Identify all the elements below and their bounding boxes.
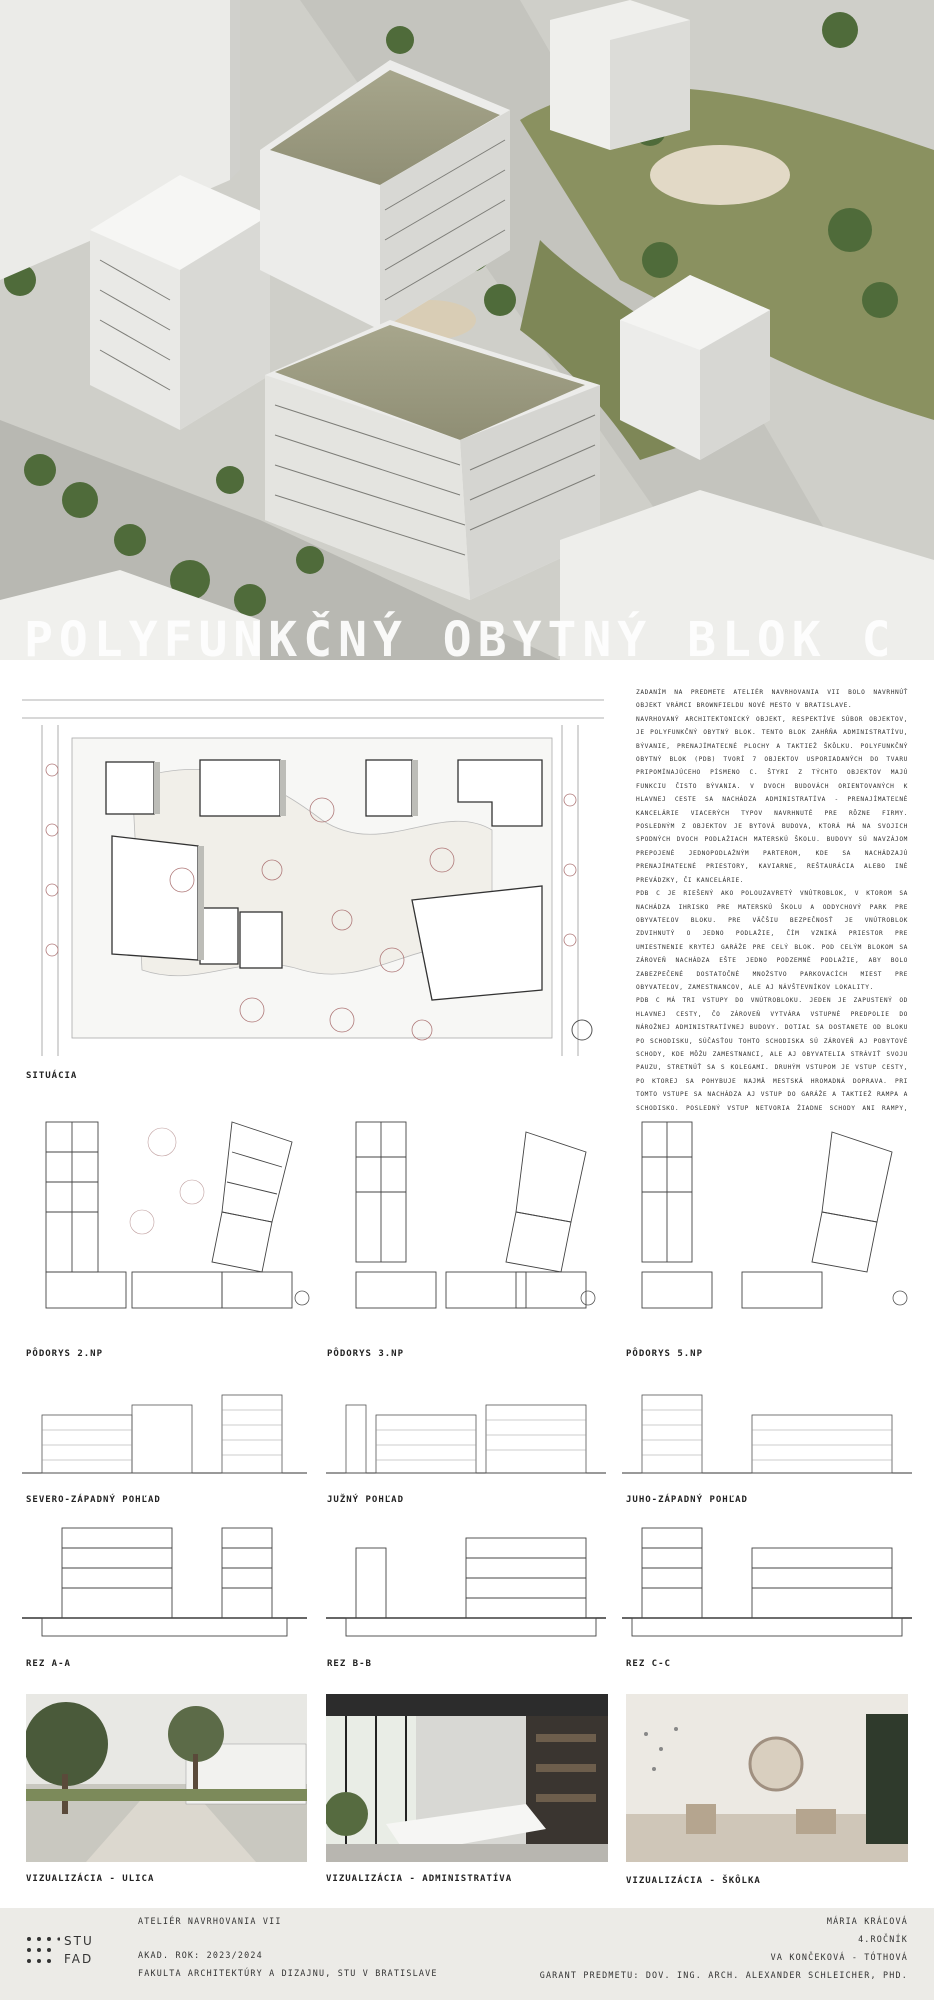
site-plan xyxy=(22,690,604,1056)
floor-plan-3np-drawing xyxy=(326,1112,606,1312)
visualization-administration-image xyxy=(326,1694,608,1862)
stu-logo-icon xyxy=(26,1936,60,1966)
section-c-c-drawing xyxy=(622,1508,912,1643)
elevation-south xyxy=(326,1385,606,1480)
footer-year: AKAD. ROK: 2023/2024 xyxy=(138,1950,263,1960)
label-podorys-2np: PÔDORYS 2.NP xyxy=(26,1349,104,1359)
label-pohlad-j: JUŽNÝ POHĽAD xyxy=(327,1495,405,1505)
page-title: POLYFUNKČNÝ OBYTNÝ BLOK C xyxy=(24,612,897,660)
label-viz-skolka: VIZUALIZÁCIA - ŠKÔLKA xyxy=(626,1876,761,1886)
footer-advisors: VA KONČEKOVÁ - TÓTHOVÁ xyxy=(770,1952,908,1962)
elevation-northwest xyxy=(22,1385,307,1480)
label-pohlad-sz: SEVERO-ZÁPADNÝ POHĽAD xyxy=(26,1495,161,1505)
visualization-administration xyxy=(326,1694,608,1862)
section-a-a xyxy=(22,1508,307,1643)
floor-plan-5np xyxy=(622,1112,912,1312)
floor-plan-5np-drawing xyxy=(622,1112,912,1312)
label-rez-cc: REZ C-C xyxy=(626,1659,671,1669)
label-rez-bb: REZ B-B xyxy=(327,1659,372,1669)
elevation-south-drawing xyxy=(326,1385,606,1480)
description-paragraph: PDB C JE RIEŠENÝ AKO POLOUZAVRETÝ VNÚTROBLOK, V KTOROM SA NACHÁDZA IHRISKO PRE MATERSKÚ ŠKOLU A ODDYCHOVÝ PARK PRE OBYVATEĽOV BLOKU. PRE VÄČŠIU BEZPEČNOSŤ JE VNÚTROBLOK ZDVIHNUTÝ O JEDNO PODLAŽIE, ČÍM VZNIKÁ PRIESTOR PRE UMIESTNENIE KRYTEJ GARÁŽE PRE CELÝ BLOK. POD CELÝM BLOKOM SA ZÁROVEŇ NACHÁDZA EŠTE JEDNO PODZEMNÉ PODLAŽIE, ABY BOLO ZABEZPEČENÉ DOSTATOČNÉ MNOŽSTVO PARKOVACÍCH MIEST PRE OBYVATEĽOV, ZAMESTNANCOV, ALE AJ NÁVŠTEVNÍKOV LOKALITY. xyxy=(636,890,908,991)
label-viz-admin: VIZUALIZÁCIA - ADMINISTRATÍVA xyxy=(326,1874,513,1884)
section-b-b xyxy=(326,1508,606,1643)
visualization-kindergarten-image xyxy=(626,1694,908,1862)
site-plan-drawing xyxy=(22,690,604,1056)
floor-plan-2np-drawing xyxy=(22,1112,312,1312)
visualization-street-image xyxy=(26,1694,307,1862)
aerial-render-image xyxy=(0,0,934,660)
footer-faculty: FAKULTA ARCHITEKTÚRY A DIZAJNU, STU V BRATISLAVE xyxy=(138,1968,438,1978)
label-rez-aa: REZ A-A xyxy=(26,1659,71,1669)
floor-plan-3np xyxy=(326,1112,606,1312)
project-description xyxy=(636,686,908,1155)
footer-author: MÁRIA KRÁĽOVÁ xyxy=(826,1916,908,1926)
elevation-northwest-drawing xyxy=(22,1385,307,1480)
visualization-street xyxy=(26,1694,307,1862)
hero-render xyxy=(0,0,934,660)
footer-guarantor: GARANT PREDMETU: DOV. ING. ARCH. ALEXANDER SCHLEICHER, PHD. xyxy=(539,1970,908,1980)
logo-text-stu: STU xyxy=(64,1934,94,1948)
footer-course: ATELIÉR NAVRHOVANIA VII xyxy=(138,1916,282,1926)
section-a-a-drawing xyxy=(22,1508,307,1643)
description-paragraph: NAVRHOVANÝ ARCHITEKTONICKÝ OBJEKT, RESPEKTÍVE SÚBOR OBJEKTOV, JE POLYFUNKČNÝ OBYTNÝ BLOK. TENTO BLOK ZAHŔŇA ADMINISTRATÍVU, BÝVANIE, PRENAJÍMATEĽNÉ PLOCHY A TAKTIEŽ ŠKÔLKU. POLYFUNKČNÝ OBYTNÝ BLOK (PDB) TVORÍ 7 OBJEKTOV USPORIADANÝCH DO TVARU PRIPOMÍNAJÚCEHO PÍSMENO C. ŠTYRI Z TÝCHTO OBJEKTOV MAJÚ FUNKCIU ČISTO BÝVANIA. V DVOCH BUDOVÁCH ORIENTOVANÝCH K HLAVNEJ CESTE SA NACHÁDZA ADMINISTRATÍVA - PRENAJÍMATEĽNÉ KANCELÁRIE VIACERÝCH TYPOV NAVRHNUTÉ PRE RÔZNE FIRMY. POSLEDNÝM Z OBJEKTOV JE BYTOVÁ BUDOVA, KTORÁ MÁ NA SVOJICH SPODNÝCH DVOCH PODLAŽIACH MATERSKÚ ŠKOLU. BUDOVY SÚ NAVZÁJOM PREPOJENÉ JEDNOPODLAŽNÝM PARTEROM, KDE SA NACHÁDZAJÚ PRENAJÍMATEĽNÉ PRIESTORY, KAVIARNE, REŠTAURÁCIA ALEBO INÉ PREVÁDZKY, ČI KANCELÁRIE. xyxy=(636,715,908,884)
elevation-southwest-drawing xyxy=(622,1385,912,1480)
logo-text-fad: FAD xyxy=(64,1952,94,1966)
elevation-southwest xyxy=(622,1385,912,1480)
footer-grade: 4.ROČNÍK xyxy=(858,1934,908,1944)
floor-plan-2np xyxy=(22,1112,312,1312)
label-podorys-5np: PÔDORYS 5.NP xyxy=(626,1349,704,1359)
label-podorys-3np: PÔDORYS 3.NP xyxy=(327,1349,405,1359)
label-viz-ulica: VIZUALIZÁCIA - ULICA xyxy=(26,1874,155,1884)
label-pohlad-jz: JUHO-ZÁPADNÝ POHĽAD xyxy=(626,1495,748,1505)
description-paragraph: PDB C MÁ TRI VSTUPY DO VNÚTROBLOKU. JEDEN JE ZAPUSTENÝ OD HLAVNEJ CESTY, ČO ZÁROVEŇ VYTVÁRA VSTUPNÉ PREDPOLIE DO NÁROŽNEJ ADMINISTRATÍVNEJ BUDOVY. DOTIAĽ SA DOSTANETE OD BLOKU PO SCHODISKU, SÚČASŤOU TOHTO SCHODISKA SÚ ZÁROVEŇ AJ POBYTOVÉ SCHODY, KDE MÔŽU ZAMESTNANCI, ALE AJ OBYVATELIA STRÁVIŤ SVOJU PAUZU, STRETNÚŤ SA S KOLEGAMI. DRUHÝM VSTUPOM JE VSTUP CESTY, PO KTOREJ SA POHYBUJE NAJMÄ MESTSKÁ HROMADNÁ DOPRAVA. PRI TOMTO VSTUPE SA NACHÁDZA AJ VSTUP DO GARÁŽE A TAKTIEŽ RAMPA A SCHODISKO. POSLEDNÝ VSTUP NETVORIA ŽIADNE SCHODY ANI RAMPY, xyxy=(636,997,908,1112)
section-c-c xyxy=(622,1508,912,1643)
visualization-kindergarten xyxy=(626,1694,908,1862)
section-b-b-drawing xyxy=(326,1508,606,1643)
label-situacia: SITUÁCIA xyxy=(26,1071,78,1081)
description-paragraph: ZADANÍM NA PREDMETE ATELIÉR NAVRHOVANIA VII BOLO NAVRHNÚŤ OBJEKT VRÁMCI BROWNFIELDU NOVÉ MESTO V BRATISLAVE. xyxy=(636,689,908,710)
